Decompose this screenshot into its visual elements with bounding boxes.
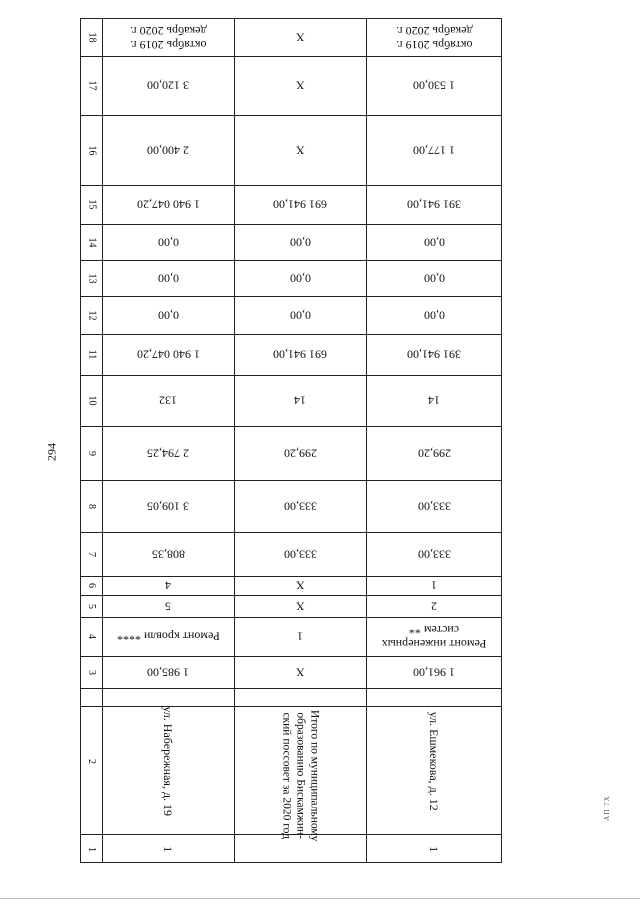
r3-period: октябрь 2019 г. декабрь 2020 г. — [395, 23, 473, 52]
r2-c17: X — [295, 78, 305, 93]
r3-c14: 0,00 — [423, 235, 445, 250]
r1-period: октябрь 2019 г. декабрь 2020 г. — [129, 23, 207, 52]
r3-c9: 299,20 — [417, 446, 451, 461]
r3-c12: 0,00 — [423, 308, 445, 323]
r1-c4: Ремонт кровли **** — [116, 629, 220, 644]
col-header-11: 11 — [85, 349, 97, 360]
r3-c11: 391 941,00 — [407, 347, 461, 362]
footer-code: АП 7Х — [603, 795, 611, 821]
col-header-13: 13 — [86, 273, 97, 283]
r1-c5: 5 — [165, 599, 171, 614]
r2-c10: 14 — [294, 393, 306, 408]
r1-c10: 132 — [159, 393, 177, 408]
r2-c8: 333,00 — [283, 499, 317, 514]
r1-c3: 1 985,00 — [147, 665, 189, 680]
r1-c1: 1 — [161, 845, 176, 852]
r1-c13: 0,00 — [157, 271, 179, 286]
r2-c4: 1 — [297, 629, 303, 644]
r2-c3: X — [295, 665, 305, 680]
r2-c7: 333,00 — [283, 547, 317, 562]
col-header-5: 5 — [86, 603, 97, 609]
col-header-1: 1 — [86, 846, 97, 852]
col-header-3: 3 — [86, 669, 97, 675]
r3-c15: 391 941,00 — [407, 197, 461, 212]
r3-c13: 0,00 — [423, 271, 445, 286]
r3-c7: 333,00 — [417, 547, 451, 562]
col-header-16: 16 — [86, 145, 97, 155]
page-number: 294 — [44, 443, 59, 461]
r2-c5: X — [295, 599, 305, 614]
r3-c10: 14 — [428, 393, 440, 408]
col-header-18: 18 — [86, 32, 97, 43]
r1-c11: 1 940 047,20 — [136, 347, 200, 362]
col-header-15: 15 — [86, 199, 97, 210]
col-header-7: 7 — [86, 551, 97, 557]
bottom-rule — [0, 898, 640, 899]
r2-total-label: Итого по муниципальному образованию Бискамжин-ский поссовет за 2020 год — [281, 710, 321, 842]
r1-c7: 808,35 — [151, 547, 185, 562]
r2-c15: 691 941,00 — [273, 197, 327, 212]
r1-c14: 0,00 — [157, 235, 179, 250]
r1-c6: 4 — [165, 578, 171, 593]
r3-c3: 1 961,00 — [413, 665, 455, 680]
col-header-17: 17 — [86, 80, 97, 91]
r3-c6: 1 — [431, 578, 437, 593]
r2-c11: 691 941,00 — [273, 347, 327, 362]
r2-c6: X — [295, 578, 305, 593]
r1-c15: 1 940 047,20 — [136, 197, 200, 212]
r1-c8: 3 109,05 — [147, 499, 189, 514]
r1-c12: 0,00 — [157, 308, 179, 323]
r3-c8: 333,00 — [417, 499, 451, 514]
r2-c12: 0,00 — [289, 308, 311, 323]
col-header-2: 2 — [86, 758, 97, 764]
r3-c5: 2 — [431, 599, 437, 614]
r2-c18: X — [295, 30, 305, 45]
col-header-14: 14 — [86, 237, 97, 247]
r3-c16: 1 177,00 — [413, 143, 455, 158]
r2-c9: 299,20 — [283, 446, 317, 461]
r3-address: ул. Ешмекова, д. 12 — [427, 711, 442, 811]
col-header-10: 10 — [86, 395, 97, 406]
r1-c9: 2 794,25 — [147, 446, 189, 461]
r1-c17: 3 120,00 — [147, 78, 189, 93]
col-header-9: 9 — [86, 450, 97, 456]
r2-c16: X — [295, 143, 305, 158]
r2-c13: 0,00 — [289, 271, 311, 286]
r3-c4: Ремонт инженерных систем ** — [381, 622, 487, 651]
col-header-4: 4 — [86, 634, 97, 639]
col-header-12: 12 — [86, 310, 97, 320]
data-table — [80, 18, 502, 863]
r1-address: ул. Набережная, д. 19 — [161, 706, 176, 816]
r3-c1: 1 — [427, 845, 442, 852]
r2-c14: 0,00 — [289, 235, 311, 250]
r1-c16: 2 400,00 — [147, 143, 189, 158]
r3-c17: 1 530,00 — [413, 78, 455, 93]
col-header-6: 6 — [86, 583, 97, 588]
col-header-8: 8 — [86, 503, 97, 509]
